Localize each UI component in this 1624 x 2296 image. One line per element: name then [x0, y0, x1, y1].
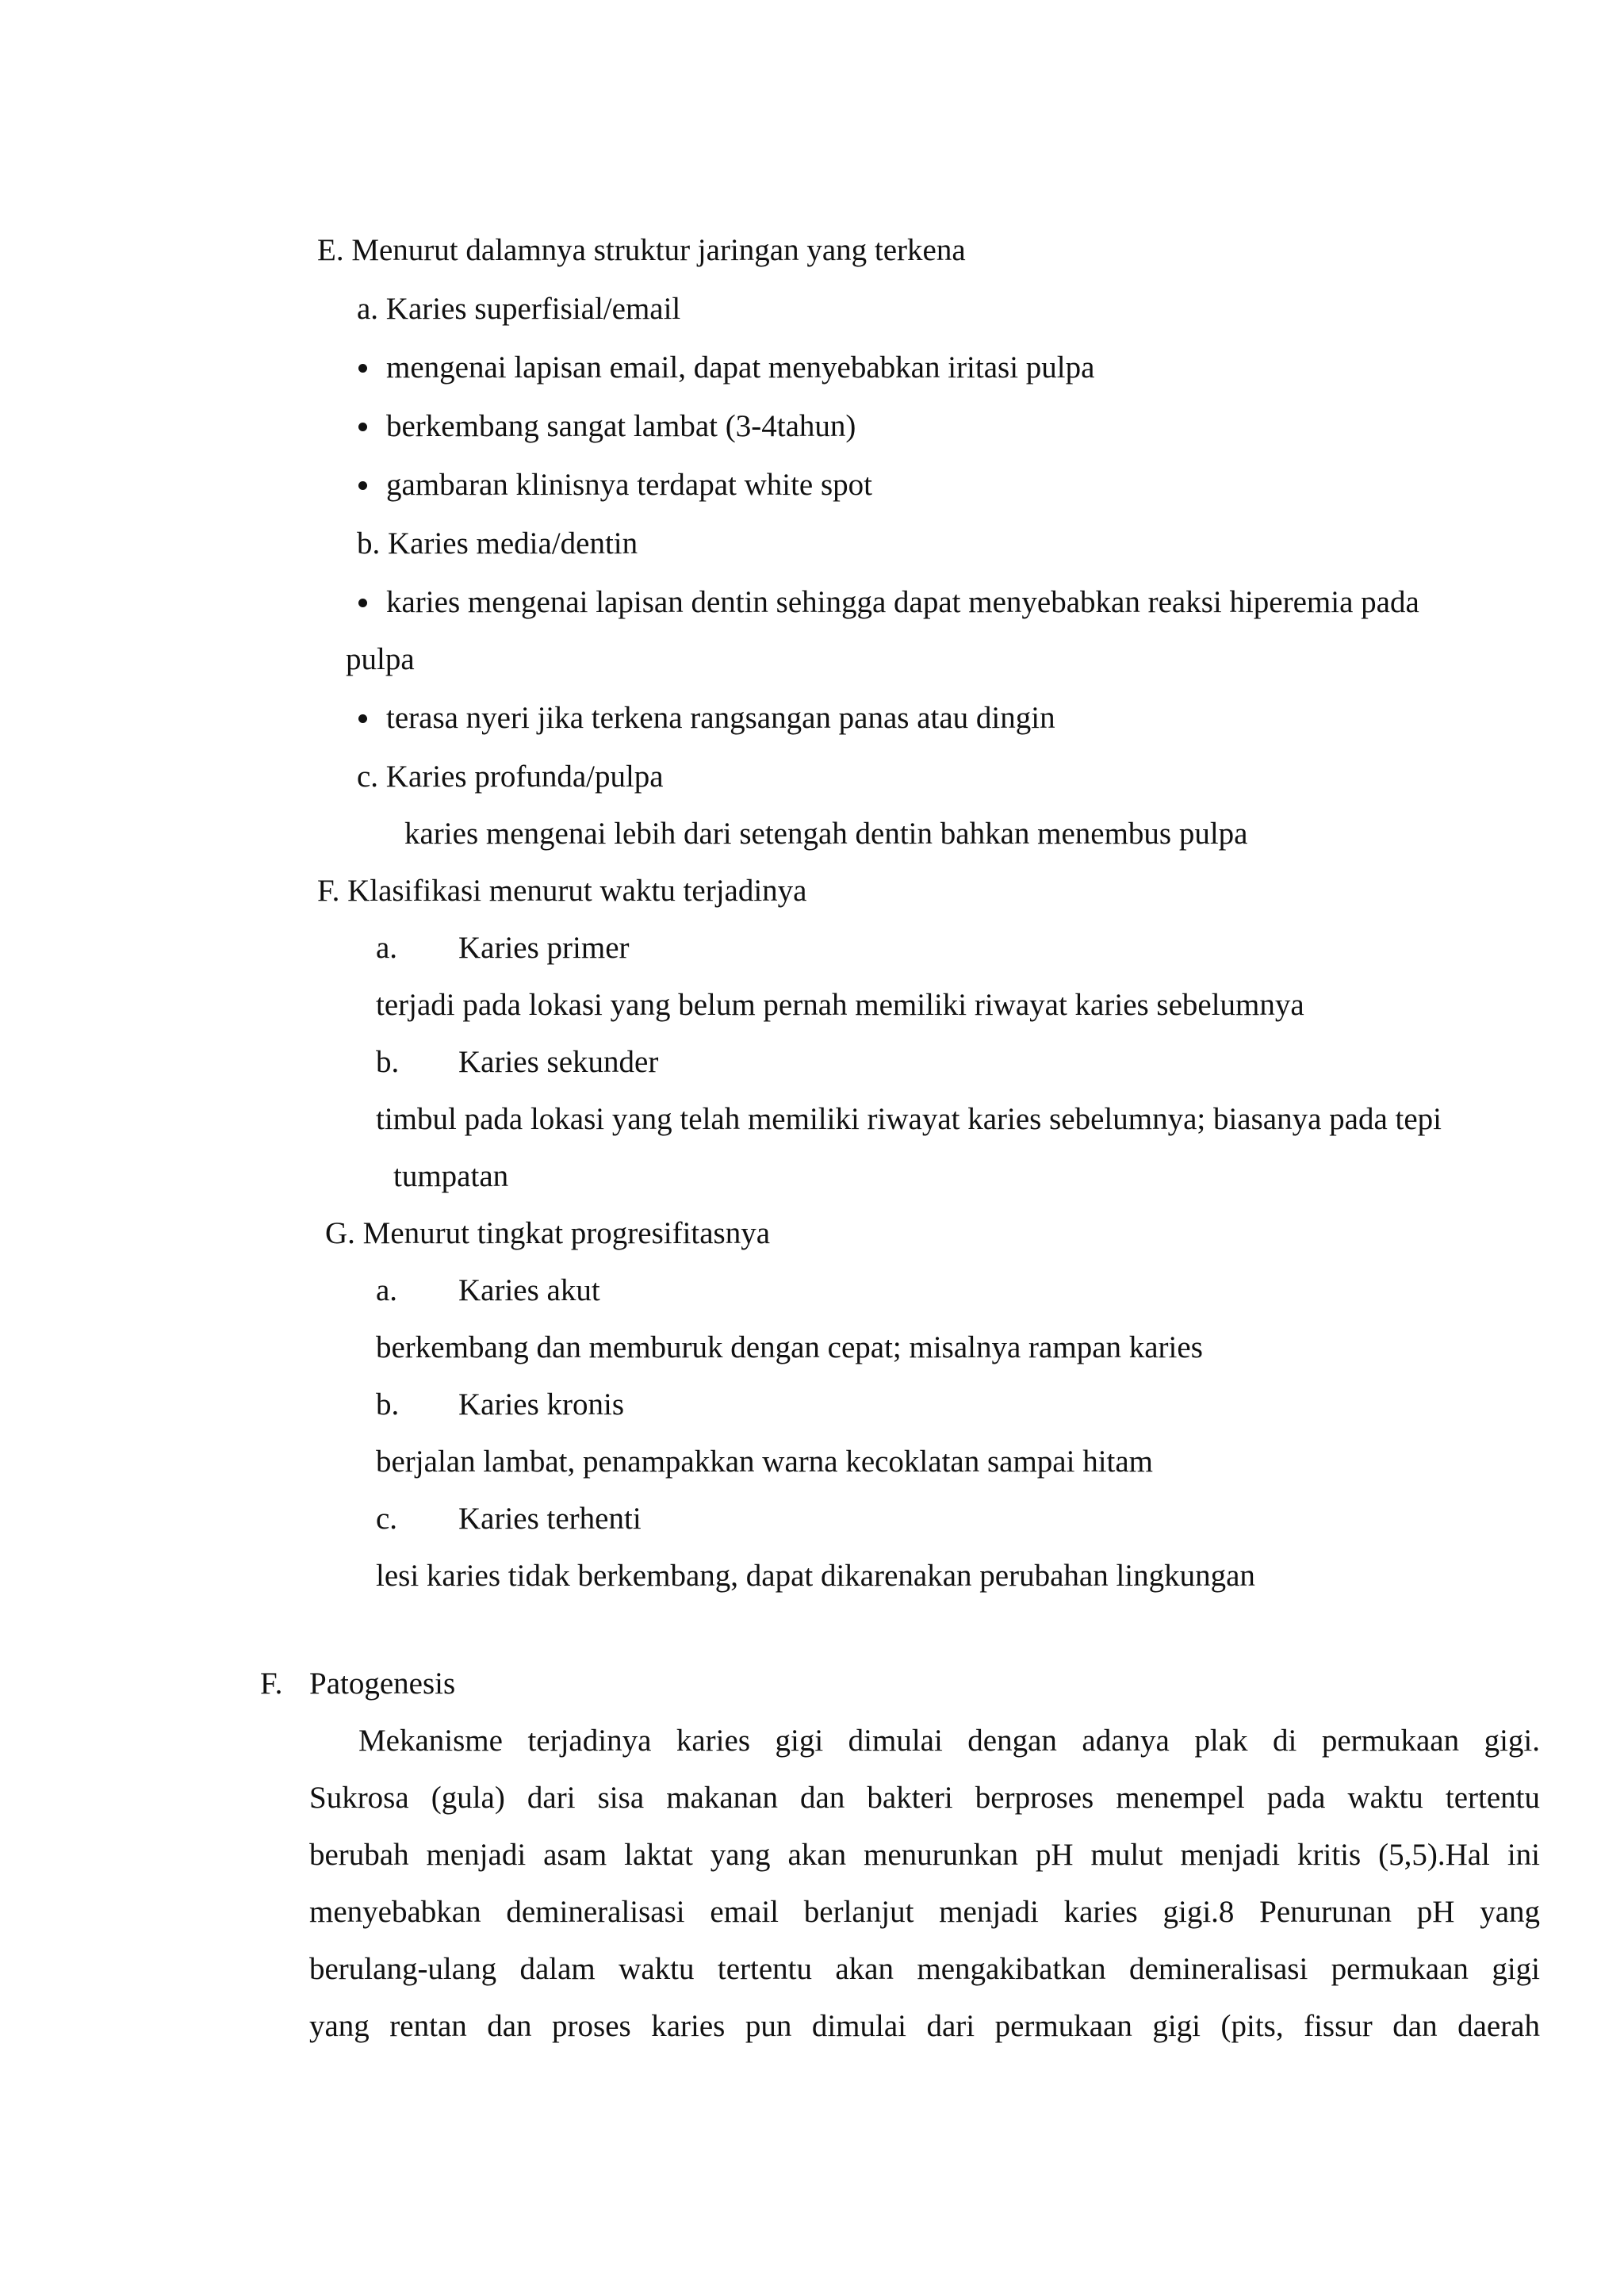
list-item: berkembang sangat lambat (3-4tahun) [358, 408, 856, 446]
section-f-item-a-text: terjadi pada lokasi yang belum pernah memiliki riwayat karies sebelumnya [376, 988, 1304, 1022]
section-f-item-b-text-cont: tumpatan [393, 1159, 509, 1193]
section-patogenesis-heading: Patogenesis [309, 1667, 456, 1701]
section-g-item-c: Karies terhenti [458, 1502, 642, 1536]
section-g-item-a: Karies akut [458, 1273, 600, 1307]
list-letter: c. [376, 1502, 398, 1536]
section-e-item-a: a. Karies superfisial/email [357, 292, 681, 326]
section-g-item-b-text: berjalan lambat, penampakkan warna kecoklatan sampai hitam [376, 1445, 1154, 1479]
paragraph-line: Sukrosa (gula) dari sisa makanan dan bakteri berproses menempel pada waktu tertentu [309, 1781, 1540, 1815]
list-letter: a. [376, 1273, 398, 1307]
section-g-item-a-text: berkembang dan memburuk dengan cepat; misalnya rampan karies [376, 1330, 1203, 1364]
list-item: gambaran klinisnya terdapat white spot [358, 466, 872, 504]
section-e-item-c-text: karies mengenai lebih dari setengah dentin bahkan menembus pulpa [404, 817, 1248, 851]
section-patogenesis-letter: F. [260, 1667, 283, 1701]
section-e-item-b: b. Karies media/dentin [357, 526, 638, 561]
paragraph-line: berubah menjadi asam laktat yang akan menurunkan pH mulut menjadi kritis (5,5).Hal ini [309, 1838, 1540, 1872]
bullet-icon [358, 481, 367, 490]
list-letter: a. [376, 931, 398, 965]
paragraph-line: Mekanisme terjadinya karies gigi dimulai dengan adanya plak di permukaan gigi. [358, 1724, 1540, 1758]
bullet-icon [358, 423, 367, 431]
list-item: karies mengenai lapisan dentin sehingga dapat menyebabkan reaksi hiperemia pada [358, 584, 1540, 622]
section-e-heading: E. Menurut dalamnya struktur jaringan yang terkena [317, 233, 966, 267]
bullet-icon [358, 714, 367, 723]
section-e-item-c: c. Karies profunda/pulpa [357, 760, 664, 794]
list-letter: b. [376, 1387, 400, 1422]
bullet-icon [358, 364, 367, 373]
section-g-item-c-text: lesi karies tidak berkembang, dapat dikarenakan perubahan lingkungan [376, 1559, 1255, 1593]
paragraph-line: berulang-ulang dalam waktu tertentu akan mengakibatkan demineralisasi permukaan gigi [309, 1952, 1540, 1986]
paragraph-line: menyebabkan demineralisasi email berlanjut menjadi karies gigi.8 Penurunan pH yang [309, 1895, 1540, 1929]
section-f-heading: F. Klasifikasi menurut waktu terjadinya [317, 874, 807, 908]
section-f-item-b: Karies sekunder [458, 1045, 659, 1079]
section-g-heading: G. Menurut tingkat progresifitasnya [325, 1216, 771, 1250]
section-f-item-b-text: timbul pada lokasi yang telah memiliki riwayat karies sebelumnya; biasanya pada tepi [376, 1102, 1442, 1136]
list-item: terasa nyeri jika terkena rangsangan panas atau dingin [358, 699, 1055, 737]
paragraph-line: yang rentan dan proses karies pun dimulai dari permukaan gigi (pits, fissur dan daerah [309, 2009, 1540, 2043]
list-letter: b. [376, 1045, 400, 1079]
bullet-icon [358, 599, 367, 607]
list-item: mengenai lapisan email, dapat menyebabkan iritasi pulpa [358, 349, 1094, 387]
list-item-continuation: pulpa [346, 642, 415, 676]
section-f-item-a: Karies primer [458, 931, 630, 965]
section-g-item-b: Karies kronis [458, 1387, 625, 1422]
